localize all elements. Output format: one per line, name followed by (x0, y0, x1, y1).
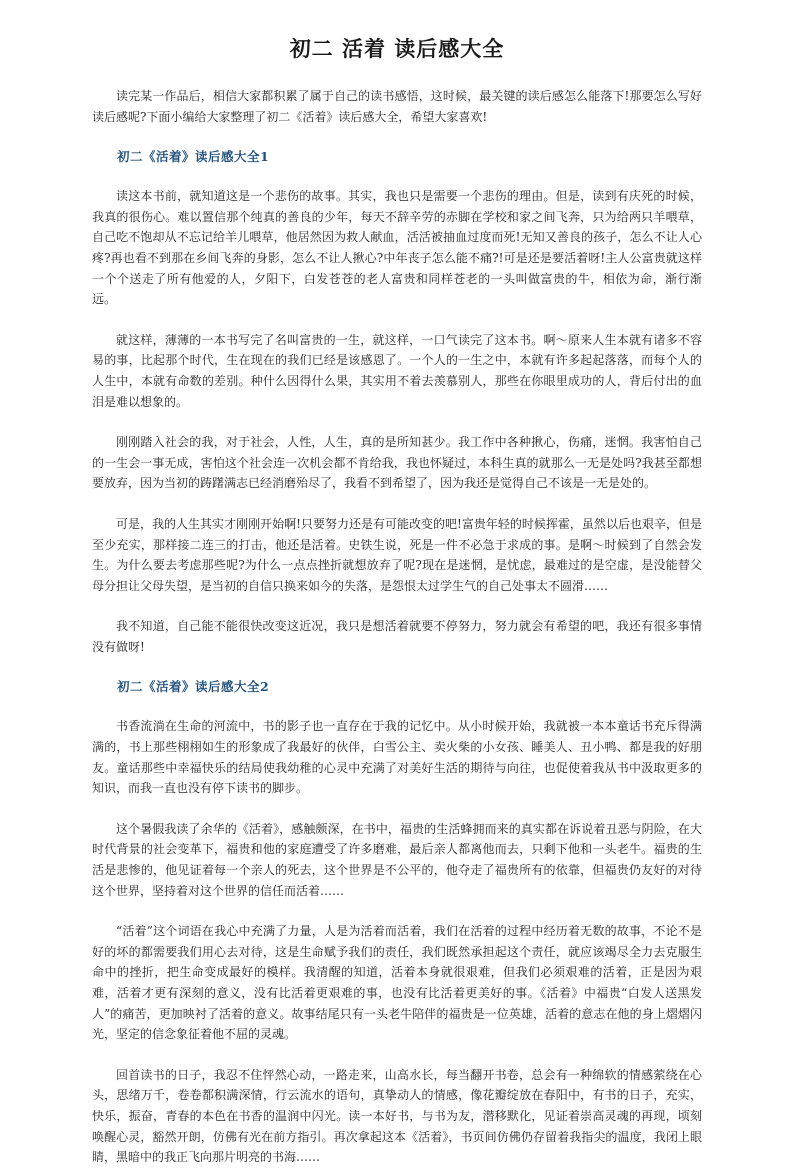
section-1-paragraph-1: 读这本书前，就知道这是一个悲伤的故事。其实，我也只是需要一个悲伤的理由。但是，读到有庆死的时候，我真的很伤心。难以置信那个纯真的善良的少年，每天不辞辛劳的赤脚在学校和家之间飞奔，只为给两只羊喂草，自己吃不饱却从不忘记给羊儿喂草，他居然因为救人献血，活活被抽血过度而死!无知又善良的孩子，怎么不让人心疼?再也看不到那在乡间飞奔的身影，怎么不让人揪心?中年丧子怎么能不痛?!可是还是要活着呀!主人公富贵就这样一个个送走了所有他爱的人，夕阳下，白发苍苍的老人富贵和同样苍老的一头叫做富贵的牛，相依为命，渐行渐远。 (92, 189, 702, 307)
section-heading: 初二《活着》读后感大全1 (117, 149, 270, 165)
section-2-paragraph-1: 书香流淌在生命的河流中，书的影子也一直存在于我的记忆中。从小时候开始，我就被一本本童话书充斥得满满的，书上那些栩栩如生的形象成了我最好的伙伴，白雪公主、卖火柴的小女孩、睡美人、丑小鸭、都是我的好朋友。童话那些中幸福快乐的结局使我幼稚的心灵中充满了对美好生活的期待与向往，也促使着我从书中汲取更多的知识，而我一直也没有停下读书的脚步。 (92, 719, 702, 796)
section-1-paragraph-2: 就这样，薄薄的一本书写完了名叫富贵的一生，就这样，一口气读完了这本书。啊～原来人生本就有诸多不容易的事，比起那个时代，生在现在的我们已经是该感恩了。一个人的一生之中，本就有许多起起落落，而每个人的人生中，本就有命数的差别。种什么因得什么果，其实用不着去羡慕别人，那些在你眼里成功的人，背后付出的血泪是难以想象的。 (92, 332, 702, 409)
section-1 (92, 147, 702, 657)
intro-paragraph: 读完某一作品后，相信大家都积累了属于自己的读书感悟，这时候，最关键的读后感怎么能落下!那要怎么写好读后感呢?下面小编给大家整理了初二《活着》读后感大全，希望大家喜欢! (92, 89, 702, 124)
section-2 (92, 677, 702, 1167)
section-heading: 初二《活着》读后感大全2 (117, 679, 270, 695)
section-2-paragraph-3: “活着”这个词语在我心中充满了力量，人是为活着而活着，我们在活着的过程中经历着无数的故事，不论不是好的坏的都需要我们用心去对待，这是生命赋予我们的责任，我们既然承担起这个责任，就应该竭尽全力去克服生命中的挫折，把生命变成最好的模样。我清醒的知道，活着本身就很艰难，但我们必须艰难的活着，正是因为艰难，活着才更有深刻的意义，没有比活着更艰难的事，也没有比活着更美好的事。《活着》中福贵“白发人送黑发人”的痛苦，更加映衬了活着的意义。故事结尾只有一头老牛陪伴的福贵是一位英雄，活着的意志在他的身上熠熠闪光，坚定的信念象征着他不屈的灵魂。 (92, 924, 702, 1042)
section-1-paragraph-3: 刚刚踏入社会的我，对于社会，人性，人生，真的是所知甚少。我工作中各种揪心，伤痛，迷惘。我害怕自己的一生会一事无成，害怕这个社会连一次机会都不肯给我，我也怀疑过，本科生真的就那么一无是处吗?我甚至都想要放弃，因为当初的踌躇满志已经消磨殆尽了，我看不到希望了，因为我还是觉得自己不该是一无是处的。 (92, 435, 702, 491)
section-1-paragraph-5: 我不知道，自己能不能很快改变这近况，我只是想活着就要不停努力，努力就会有希望的吧，我还有很多事情没有做呀! (92, 619, 702, 654)
section-2-paragraph-4: 回首读书的日子，我忍不住怦然心动，一路走来，山高水长，每当翻开书卷，总会有一种绵软的情感萦绕在心头，思绪万千，卷卷都积满深情，行云流水的语句，真挚动人的情感，像花瓣绽放在春阳中，有书的日子，充实，快乐，振奋，青春的本色在书香的温润中闪光。读一本好书，与书为友，潜移默化，见证着崇高灵魂的再现，顷刻唤醒心灵，豁然开朗，仿佛有光在前方指引。再次拿起这本《活着》，书页间仿佛仍存留着我指尖的温度，我闭上眼睛，黑暗中的我正飞向那片明亮的书海…… (92, 1067, 702, 1165)
document-title: 初二 活着 读后感大全 (289, 37, 505, 61)
section-2-paragraph-2: 这个暑假我读了余华的《活着》，感触颇深，在书中，福贵的生活蜂拥而来的真实都在诉说着丑恶与阴险，在大时代背景的社会变革下，福贵和他的家庭遭受了许多磨难，最后亲人都离他而去，只剩下他和一头老牛。福贵的生活是悲惨的，他见证着每一个亲人的死去，这个世界是不公平的，他夺走了福贵所有的依靠，但福贵仍友好的对待这个世界，坚持着对这个世界的信任而活着…… (92, 821, 702, 898)
section-1-paragraph-4: 可是，我的人生其实才刚刚开始啊!只要努力还是有可能改变的吧!富贵年轻的时候挥霍，虽然以后也艰辛，但是至少充实，那样接二连三的打击，他还是活着。史铁生说，死是一件不必急于求成的事。是啊～时候到了自然会发生。为什么要去考虑那些呢?为什么一点点挫折就想放弃了呢?现在是迷惘，是忧虑，最难过的是空虚，是没能替父母分担让父母失望，是当初的自信只换来如今的失落，是怨恨太过学生气的自己处事太不圆滑…… (92, 516, 702, 593)
